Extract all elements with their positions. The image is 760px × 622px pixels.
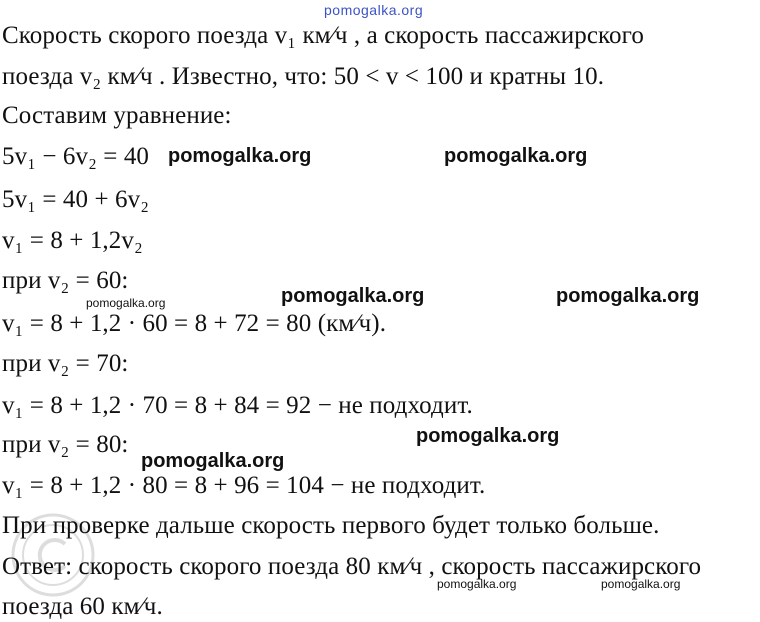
answer-line: поезда 60 км⁄ч. [2, 593, 163, 620]
watermark: pomogalka.org [437, 577, 517, 591]
equation-line: 5v₁ − 6v₂ = 40 [2, 143, 150, 170]
equation-line: v₁ = 8 + 1,2 · 80 = 8 + 96 = 104 − не подходит. [2, 472, 486, 499]
watermark: pomogalka.org [168, 145, 312, 167]
text-line: Составим уравнение: [2, 102, 232, 129]
watermark: pomogalka.org [556, 285, 700, 307]
watermark: pomogalka.org [281, 285, 425, 307]
equation-line: v₁ = 8 + 1,2v₂ [2, 227, 143, 254]
copyright-seal-icon [10, 512, 96, 598]
watermark: pomogalka.org [601, 577, 681, 591]
equation-line: v₁ = 8 + 1,2 · 60 = 8 + 72 = 80 (км⁄ч). [2, 310, 387, 337]
answer-line: Ответ: скорость скорого поезда 80 км⁄ч , скорость пассажирского [2, 553, 702, 580]
watermark: pomogalka.org [444, 145, 588, 167]
text-line: Скорость скорого поезда v₁ км⁄ч , а скорость пассажирского [2, 22, 644, 49]
equation-line: v₁ = 8 + 1,2 · 70 = 8 + 84 = 92 − не подходит. [2, 392, 473, 419]
equation-line: 5v₁ = 40 + 6v₂ [2, 186, 150, 213]
case-line: при v₂ = 60: [2, 267, 129, 294]
text-line: При проверке дальше скорость первого будет только больше. [2, 512, 660, 539]
case-line: при v₂ = 80: [2, 431, 129, 458]
watermark: pomogalka.org [416, 425, 560, 447]
case-line: при v₂ = 70: [2, 350, 129, 377]
watermark: pomogalka.org [141, 450, 285, 472]
text-line: поезда v₂ км⁄ч . Известно, что: 50 < v < 100 и кратны 10. [2, 63, 605, 90]
watermark-top: pomogalka.org [324, 2, 424, 18]
watermark: pomogalka.org [86, 296, 166, 310]
